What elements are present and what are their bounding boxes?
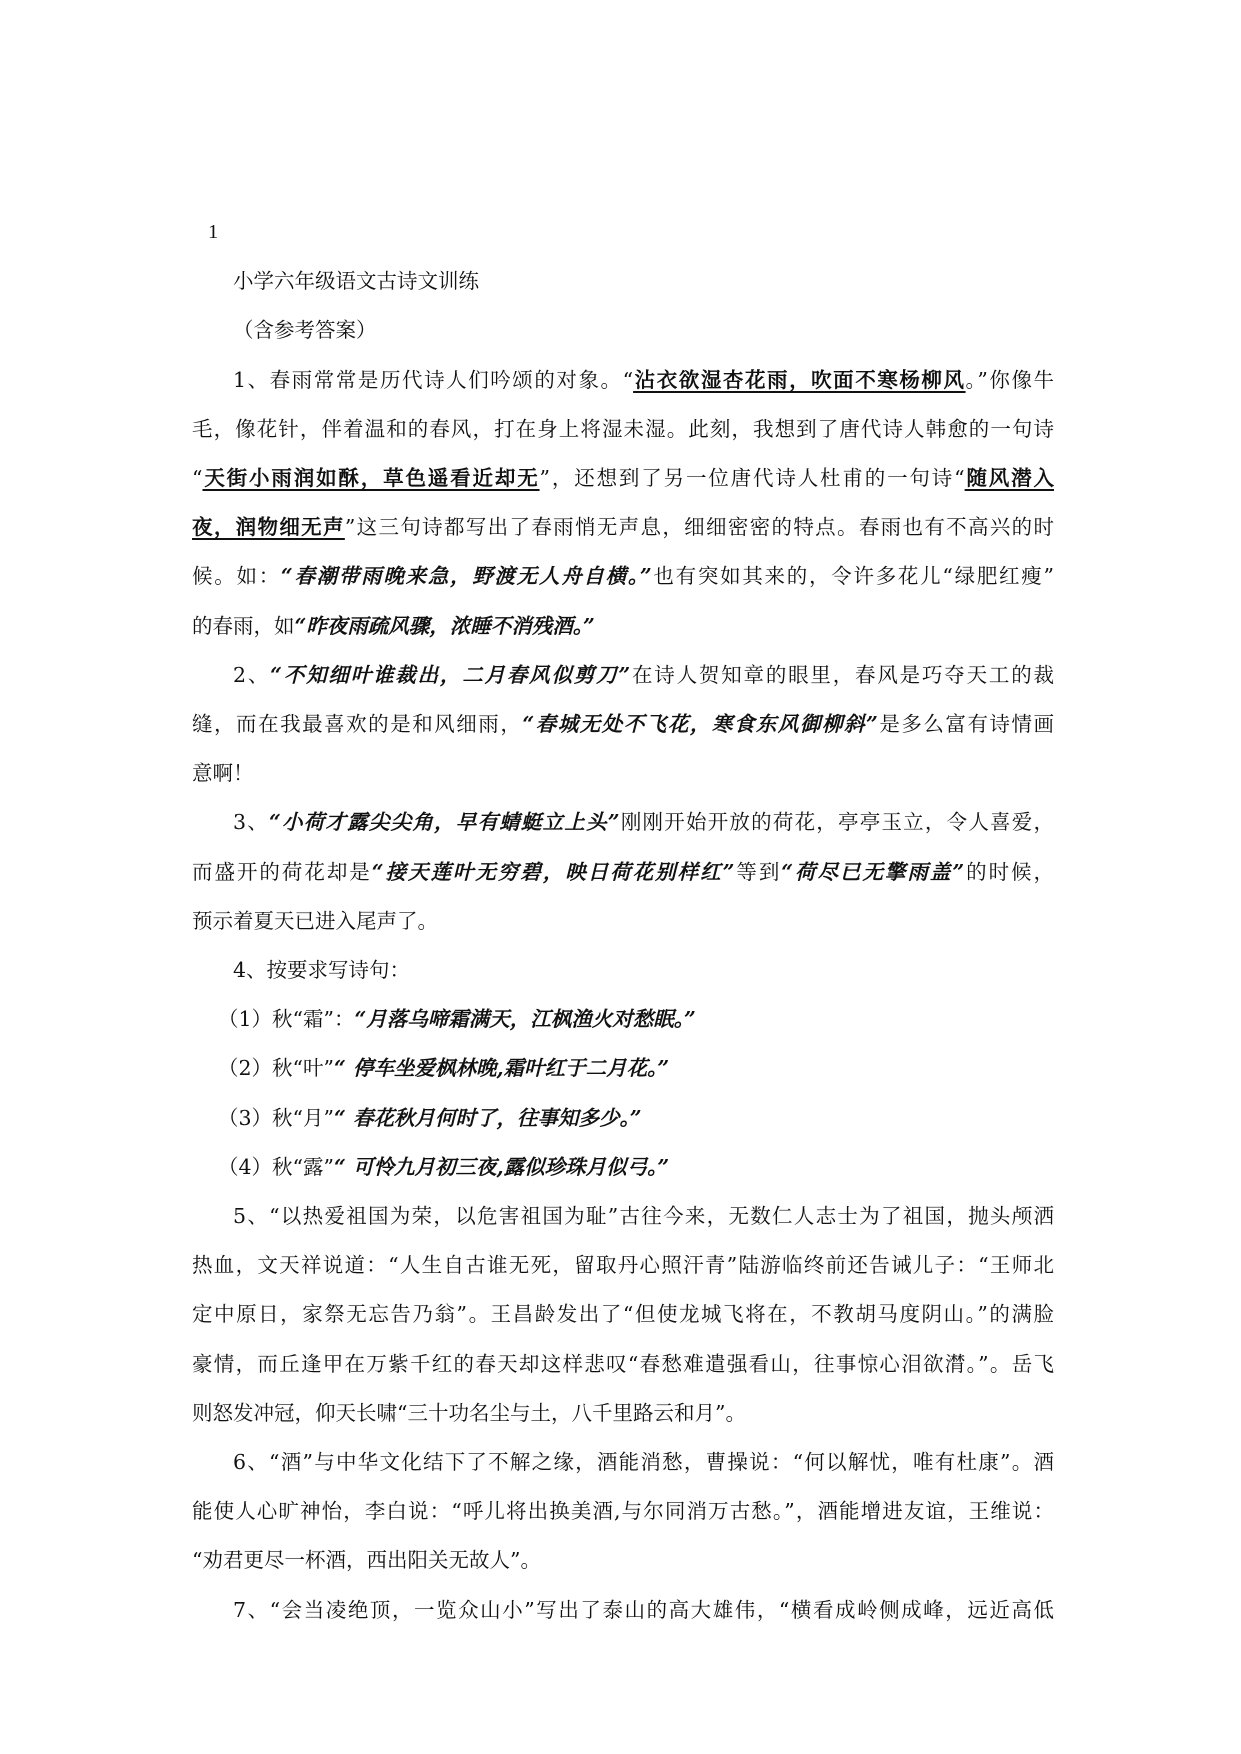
poem-quote: “春城无处不飞花，寒食东风御柳斜” [522,712,878,737]
paragraph-3-line-2: 而盛开的荷花却是“接天莲叶无穷碧，映日荷花别样红”等到“荷尽已无擎雨盖”的时候， [192,859,1055,884]
paragraph-3 [192,798,1054,946]
paragraph-5-line-2: 热血，文天祥说道：“人生自古谁无死，留取丹心照汗青”陆游临终前还告诫儿子：“王师北 [192,1253,1054,1278]
poem-quote: “ 可怜九月初三夜,露似珍珠月似弓。” [334,1154,670,1179]
poem-quote: “月落乌啼霜满天，江枫渔火对愁眠。” [354,1007,696,1032]
poem-quote: 夜，润物细无声 [192,515,345,540]
paragraph-3-line-3: 预示着夏天已进入尾声了。 [192,908,438,933]
paragraph-1-line-3: “天街小雨润如酥，草色遥看近却无”，还想到了另一位唐代诗人杜甫的一句诗“随风潜入 [192,466,1054,491]
paragraph-6 [192,1438,1054,1586]
poem-quote: “荷尽已无擎雨盖” [781,859,965,884]
document-subtitle: （含参考答案） [233,318,377,343]
paragraph-6-line-3: “劝君更尽一杯酒，西出阳关无故人”。 [192,1548,541,1573]
paragraph-1-line-6: 的春雨，如“昨夜雨疏风骤，浓睡不消残酒。” [192,613,595,638]
poem-quote: 随风潜入 [964,466,1054,491]
paragraph-5-line-1: 5、“以热爱祖国为荣，以危害祖国为耻”古往今来，无数仁人志士为了祖国，抛头颅洒 [233,1204,1054,1229]
poem-quote: 沾衣欲湿杏花雨，吹面不寒杨柳风 [633,367,966,392]
document-page [192,208,1054,1635]
paragraph-1-line-1: 1、春雨常常是历代诗人们吟颂的对象。“沾衣欲湿杏花雨，吹面不寒杨柳风。”你像牛 [233,367,1055,392]
document-title: 小学六年级语文古诗文训练 [233,269,479,294]
paragraph-7-line-1: 7、“会当凌绝顶，一览众山小”写出了泰山的高大雄伟，“横看成岭侧成峰，远近高低 [233,1597,1054,1622]
paragraph-5-line-4: 豪情，而丘逢甲在万紫千红的春天却这样悲叹“春愁难遣强看山，往事惊心泪欲潸。”。岳飞 [192,1351,1054,1376]
paragraph-1-line-2: 毛，像花针，伴着温和的春风，打在身上将湿未湿。此刻，我想到了唐代诗人韩愈的一句诗 [192,416,1054,441]
paragraph-3-line-1: 3、“小荷才露尖尖角，早有蜻蜓立上头”刚刚开始开放的荷花，亭亭玉立，令人喜爱， [233,810,1054,835]
paragraph-7 [192,1586,1054,1635]
paragraph-1 [192,356,1054,651]
poem-quote: “春潮带雨晚来急，野渡无人舟自横。” [280,564,652,589]
paragraph-4 [192,946,1054,1192]
poem-quote: 天街小雨润如酥，草色遥看近却无 [202,466,540,491]
paragraph-6-line-1: 6、“酒”与中华文化结下了不解之缘，酒能消愁，曹操说：“何以解忧，唯有杜康”。酒 [233,1450,1054,1475]
paragraph-2-line-3: 意啊！ [192,761,254,786]
poem-quote: “ 停车坐爱枫林晚,霜叶红于二月花。” [334,1056,670,1081]
paragraph-5-line-3: 定中原日，家祭无忘告乃翁”。王昌龄发出了“但使龙城飞将在，不教胡马度阴山。”的满脸 [192,1302,1054,1327]
poem-quote: “小荷才露尖尖角，早有蜻蜓立上头” [268,810,620,835]
list-item: （4）秋“露”“ 可怜九月初三夜,露似珍珠月似弓。” [218,1154,670,1179]
paragraph-2-line-1: 2、“不知细叶谁裁出，二月春风似剪刀”在诗人贺知章的眼里，春风是巧夺天工的裁 [233,662,1055,687]
list-item: （3）秋“月”“ 春花秋月何时了，往事知多少。” [218,1105,642,1130]
paragraph-1-line-4: 夜，润物细无声”这三句诗都写出了春雨悄无声息，细细密密的特点。春雨也有不高兴的时 [192,515,1055,540]
paragraph-5-line-5: 则怒发冲冠，仰天长啸“三十功名尘与土，八千里路云和月”。 [192,1400,746,1425]
paragraph-2-line-2: 缝，而在我最喜欢的是和风细雨，“春城无处不飞花，寒食东风御柳斜”是多么富有诗情画 [192,712,1055,737]
paragraph-4-heading: 4、按要求写诗句： [233,958,411,983]
list-item: （1）秋“霜”：“月落乌啼霜满天，江枫渔火对愁眠。” [218,1007,696,1032]
poem-quote: “昨夜雨疏风骤，浓睡不消残酒。” [294,613,595,638]
paragraph-1-line-5: 候。如：“春潮带雨晚来急，野渡无人舟自横。”也有突如其来的，令许多花儿“绿肥红瘦” [192,564,1054,589]
poem-quote: “接天莲叶无穷碧，映日荷花别样红” [371,859,735,884]
paragraph-5 [192,1192,1054,1438]
paragraph-6-line-2: 能使人心旷神怡，李白说：“呼儿将出换美酒,与尔同消万古愁。”，酒能增进友谊，王维说： [192,1499,1054,1524]
poem-quote: “ 春花秋月何时了，往事知多少。” [334,1105,642,1130]
paragraph-2 [192,651,1054,799]
page-number: 1 [208,221,219,243]
list-item: （2）秋“叶”“ 停车坐爱枫林晚,霜叶红于二月花。” [218,1056,670,1081]
poem-quote: “不知细叶谁裁出，二月春风似剪刀” [270,662,631,687]
